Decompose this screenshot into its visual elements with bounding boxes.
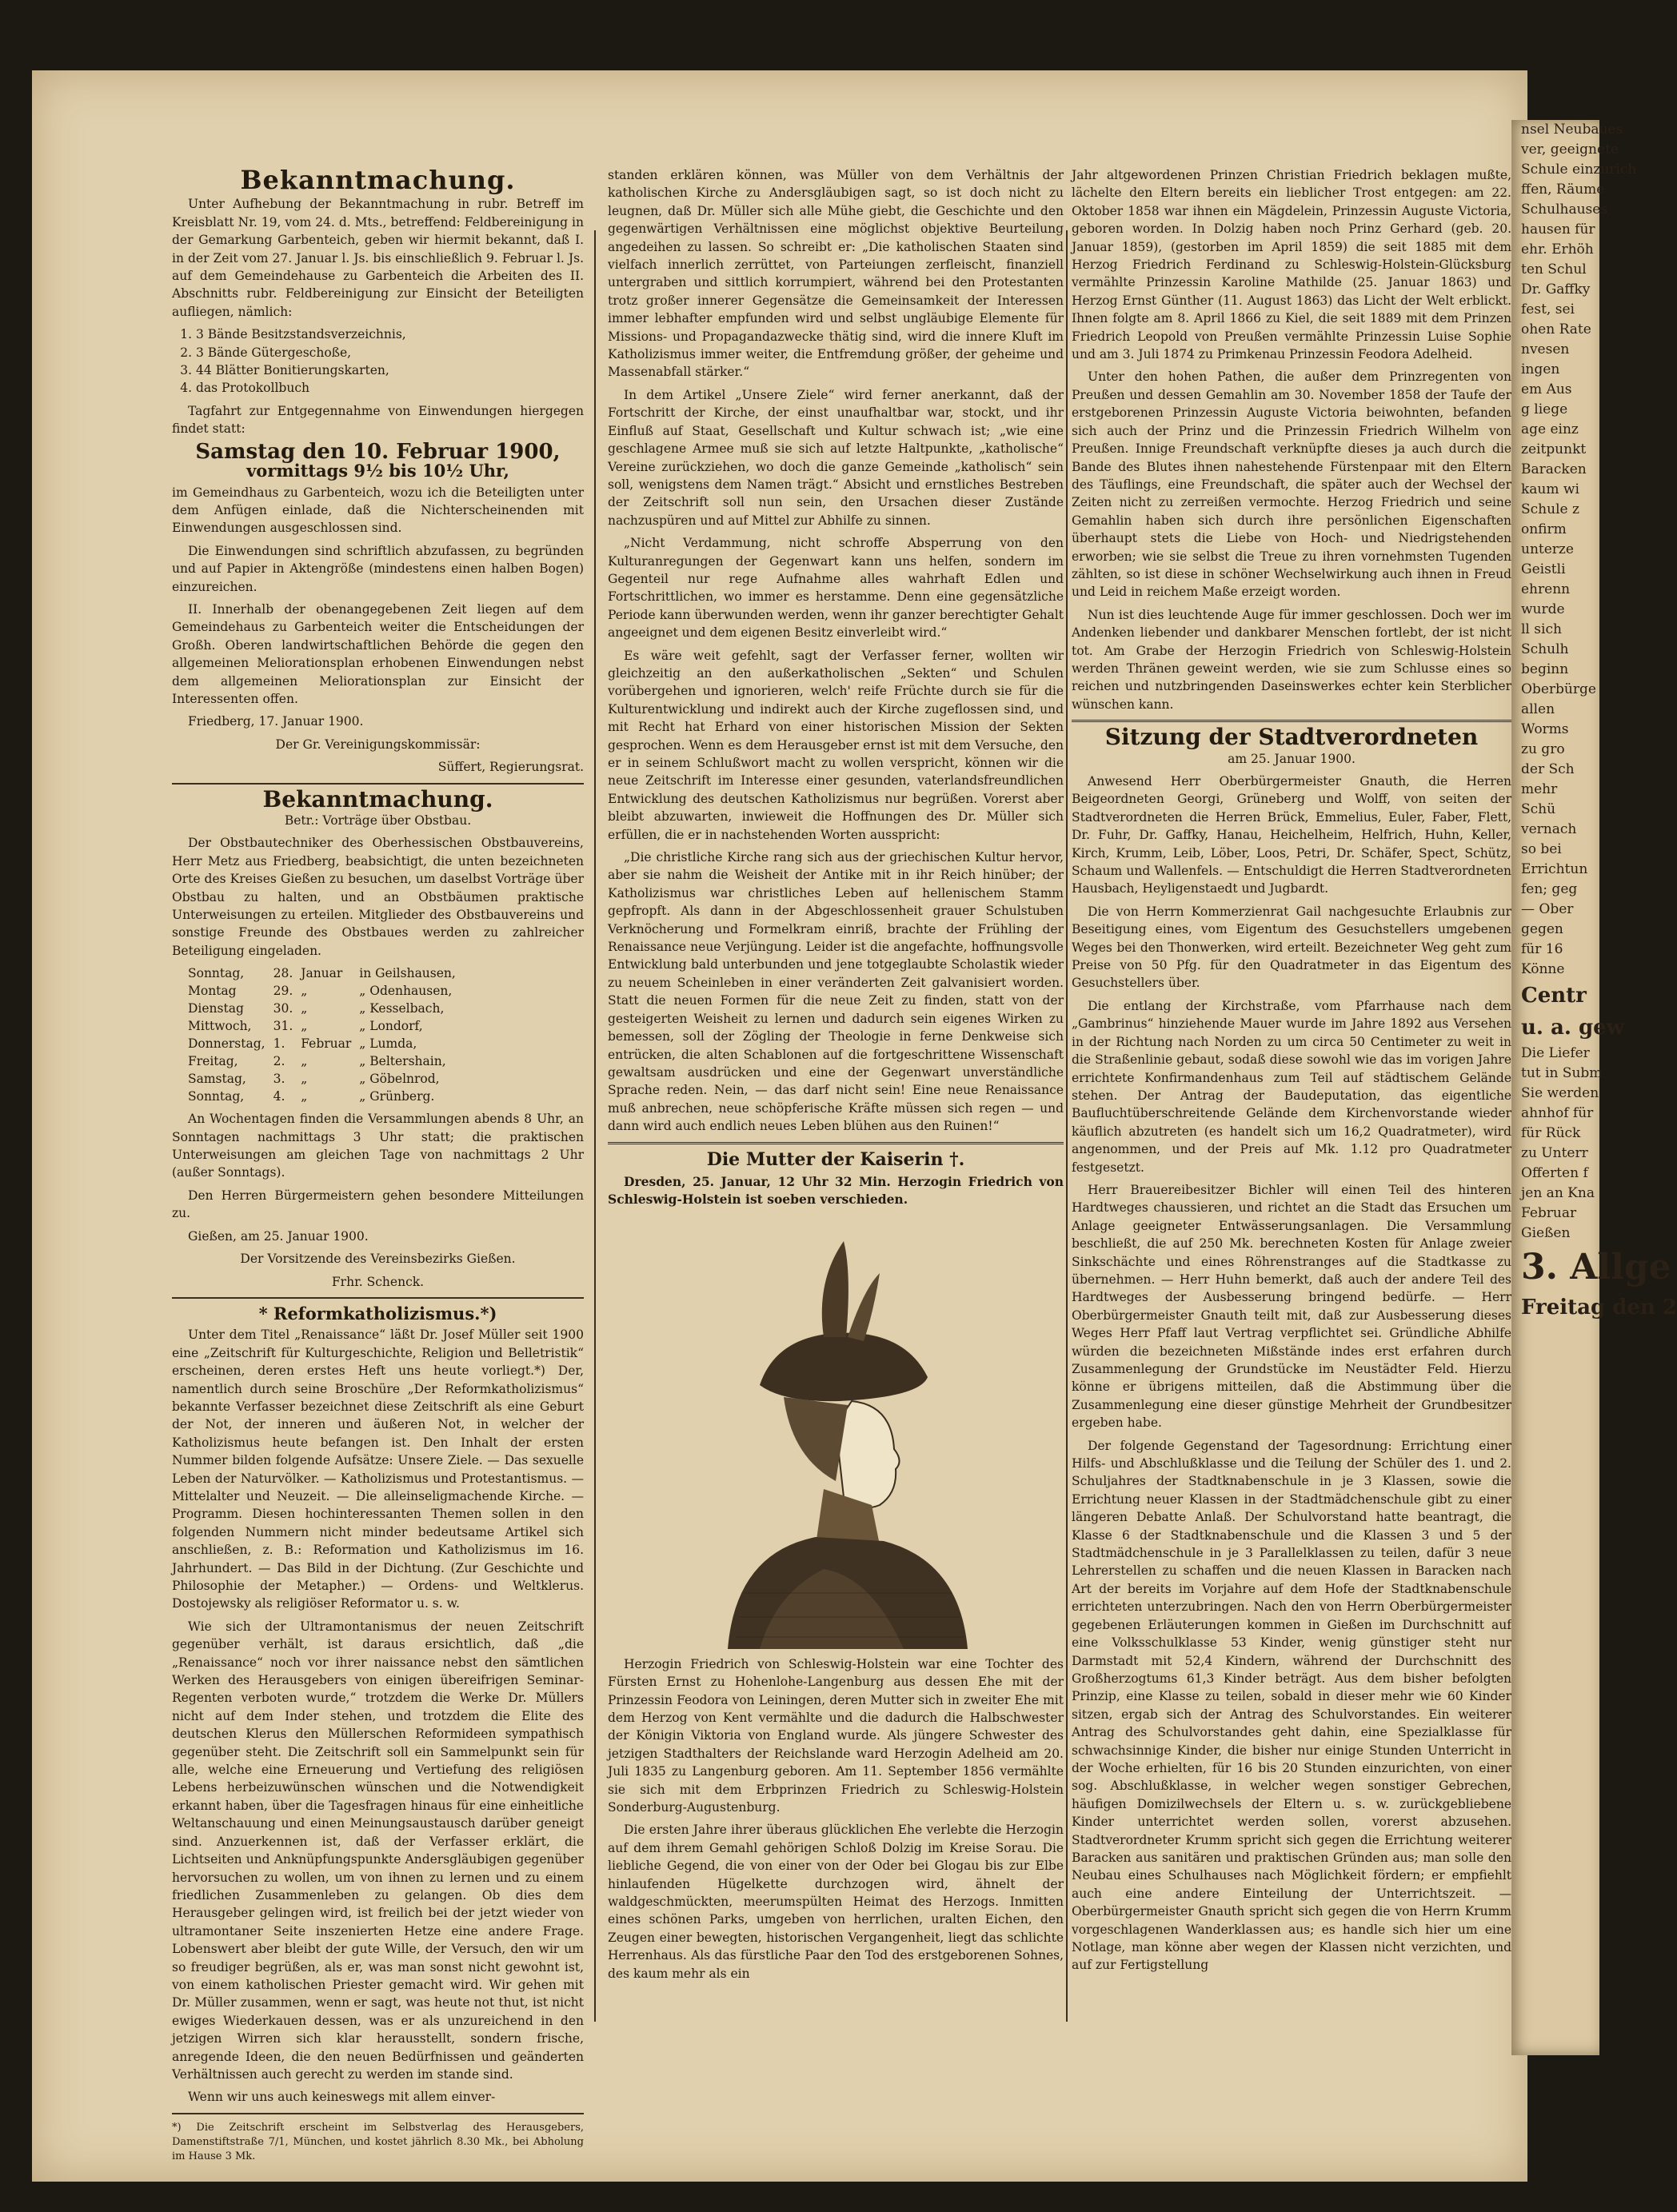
announcement-1-date: Samstag den 10. Februar 1900,	[195, 439, 561, 464]
newspaper-page	[32, 70, 1527, 2182]
adjacent-text-line: ehrenn	[1521, 581, 1571, 597]
column-3	[1072, 166, 1511, 2062]
footnote: *) Die Zeitschrift erscheint im Selbstverlag des Herausgebers, Damenstiftstraße 7/1, München, und kostet jährlich 8.30 Mk., bei Abholung im Hause 3 Mk.	[172, 2121, 584, 2162]
schedule-date: 3.	[273, 1072, 285, 1087]
schedule-place: „ Kesselbach,	[359, 1001, 445, 1016]
adjacent-text-line: nvesen	[1521, 341, 1570, 357]
article-paragraph: Der folgende Gegenstand der Tagesordnung: Errichtung einer Hilfs- und Abschlußklasse und die Teilung der Schüler des 1. und 2. Schuljahres der Stadtknabenschule in je 3 Klassen, sowie die Errichtung neuer Klassen in der Stadtmädchenschule gibt zu einer längeren Debatte Anlaß. Der Schulvorstand hatte beantragt, die Klasse 6 der Stadtknabenschule und die Klassen 3 und 5 der Stadtmädchenschule in je 3 Parallelklassen zu teilen, dafür 3 neue Lehrerstellen zu schaffen und die neuen Klassen in Baracken nach Art der bereits im Vorjahre auf dem Hofe der Stadtknabenschule errichteten unterzubringen. Nach den von Herrn Oberbürgermeister gegebenen Erläuterungen kommen in Gießen im Durchschnitt auf eine Volksschulklasse 53 Kinder, wenig günstiger steht nur Darmstadt mit 52,4 Kindern, während der Durchschnitt des Großherzogtums 61,3 Kinder beträgt. Aus dem bisher befolgten Prinzip, eine Klasse zu teilen, sobald in dieser mehr wie 60 Kinder sitzen, ergab sich der Antrag des Schulvorstandes. Ein weiterer Antrag des Schulvorstandes geht dahin, eine Spezialklasse für schwachsinnige Kinder, die bisher nur einige Stunden Unterricht in der Woche erhielten, für 16 bis 20 Stunden einzurichten, von einer sog. Abschlußklasse, in welcher wegen sonstiger Gebrechen, häufigen Domizilwechsels der Eltern u. s. w. zurückgebliebene Kinder unterrichtet werden sollen, vorerst abzusehen. Stadtverordneter Krumm spricht sich gegen die Errichtung weiterer Baracken aus sanitären und praktischen Gründen aus; man solle den Neubau eines Schulhauses nach Möglichkeit fördern; er empfiehlt auch eine andere Einteilung der Unterrichtszeit. — Oberbürgermeister Gnauth spricht sich gegen die von Herrn Krumm vorgeschlagenen Wanderklassen aus; es handle sich hier um eine Notlage, man könne aber wegen der Klassen nicht verzichten, und auf zur Fertigstellung	[1072, 1438, 1511, 1973]
announcement-2-p2: An Wochentagen finden die Versammlungen abends 8 Uhr, an Sonntagen nachmittags 3 Uhr statt; die praktischen Unterweisungen am gleichen Tage von nachmittags 2 Uhr (außer Sonntags).	[172, 1112, 584, 1180]
footnote-divider	[172, 2113, 584, 2114]
list-item: 2. 3 Bände Gütergeschoße,	[196, 344, 584, 361]
table-row	[188, 1000, 464, 1017]
adjacent-text-line: beginn	[1521, 661, 1569, 677]
article-paragraph: Die ersten Jahre ihrer überaus glücklichen Ehe verlebte die Herzogin auf dem ihrem Gemahl gehörigen Schloß Dolzig im Kreise Sorau. Die liebliche Gegend, die von einer von der Oder bei Glogau bis zur Elbe hinlaufenden Hügelkette durchzogen wird, ähnelt der waldgeschmückten, meerumspülten Heimat des Herzogs. Inmitten eines schönen Parks, umgeben von herrlichen, uralten Eichen, den Zeugen einer bewegten, historischen Vergangenheit, liegt das schlichte Herrenhaus. Als das fürstliche Paar den Tod des erstgeborenen Sohnes, des kaum mehr als ein	[608, 1823, 1064, 1981]
adjacent-text-line: — Ober	[1521, 901, 1574, 917]
divider	[172, 783, 584, 785]
article-paragraph: „Nicht Verdammung, nicht schroffe Absperrung von den Kulturanregungen der Gegenwart kann uns helfen, sondern im Gegenteil nur rege Aufnahme alles wahrhaft Edlen und Fortschrittlichen, wo immer es herstamme. Denn eine gegensätzliche Periode kann überwunden werden, wenn ihr ganzer berechtigter Gehalt angeeignet und dem eigenen Besitz einverleibt wird.“	[608, 536, 1064, 641]
adjacent-text-line: fen; geg	[1521, 881, 1578, 897]
article-paragraph: Wenn wir uns auch keineswegs mit allem einver-	[188, 2090, 496, 2105]
adjacent-text-line: Schulhauses	[1521, 202, 1608, 218]
adjacent-text-line: age einz	[1521, 421, 1579, 437]
schedule-month: „	[301, 1072, 308, 1087]
schedule-date: 30.	[273, 1001, 293, 1016]
announcement-2-signature: Frhr. Schenck.	[331, 1274, 425, 1289]
adjacent-text-line: ehr. Erhöh	[1521, 242, 1594, 258]
announcement-1-signature: Süffert, Regierungsrat.	[437, 760, 584, 775]
adjacent-page-strip	[1511, 120, 1677, 2055]
adjacent-text-line: fest, sei	[1521, 301, 1575, 317]
adjacent-text-line: so bei	[1521, 841, 1562, 857]
article-paragraph: Die von Herrn Kommerzienrat Gail nachgesuchte Erlaubnis zur Beseitigung eines, vom Eigentum des Gesuchstellers umgebenen Weges bei den Thonwerken, wird erteilt. Bezeichneter Weg geht zum Preise von 50 Pfg. für den Quadratmeter in das Eigentum des Gesuchstellers über.	[1072, 904, 1511, 991]
column-rule	[594, 230, 596, 2022]
schedule-day: Mittwoch,	[188, 1019, 252, 1034]
schedule-day: Donnerstag,	[188, 1036, 266, 1052]
schedule-date: 29.	[273, 984, 293, 999]
schedule-day: Samstag,	[188, 1072, 246, 1087]
adjacent-text-line: für 16	[1521, 941, 1563, 957]
announcement-1-time: vormittags 9½ bis 10½ Uhr,	[246, 461, 509, 481]
schedule-month: „	[301, 1001, 308, 1016]
adjacent-text-line: Errichtun	[1521, 861, 1588, 877]
announcement-1-p4: II. Innerhalb der obenangegebenen Zeit liegen auf dem Gemeindehaus zu Garbenteich weiter die Entscheidungen der Großh. Oberen landwirtschaftlichen Behörde die gegen den allgemeinen Meliorationsplan erhobenen Einwendungen nebst dem allgemeinen Meliorationsplan zur Einsicht der Interessenten offen.	[172, 601, 584, 706]
schedule-month: „	[301, 1019, 308, 1034]
adjacent-text-line: kaum wi	[1521, 481, 1579, 497]
adjacent-text-line: nsel Neubaues	[1521, 122, 1623, 138]
schedule-place: „ Beltershain,	[359, 1054, 446, 1069]
schedule-day: Freitag,	[188, 1054, 238, 1069]
adjacent-text-line: für Rück	[1521, 1125, 1581, 1141]
column-rule	[1066, 230, 1068, 2022]
adjacent-text-line: zu gro	[1521, 741, 1565, 757]
schedule-date: 4.	[273, 1089, 285, 1104]
article-paragraph: Herr Brauereibesitzer Bichler will einen Teil des hinteren Hardtweges chaussieren, und richtet an die Stadt das Ersuchen um Anlage geeigneter Entwässerungsanlagen. Die Versammlung beschließt, die auf 250 Mk. berechneten Kosten für Anlage zweier Sinkschächte und eines Röhrenstranges auf die Stadtkasse zu übernehmen. — Herr Huhn bemerkt, daß auch der andere Teil des Hardtweges der Ausbesserung bringend bedürfe. — Herr Oberbürgermeister Gnauth teilt mit, daß zur Ausbesserung dieses Weges Herr Pfaff laut Vertrag verpflichtet sei. Gründliche Abhilfe würden die bezeichneten Mißstände indes erst erfahren durch Zusammenlegung der Grundstücke im Neustädter Feld. Hierzu könne er übrigens mitteilen, daß die Abstimmung über die Zusammenlegung eine dieser günstige Mehrheit der Grundbesitzer ergeben habe.	[1072, 1182, 1511, 1431]
announcement-1-place: Friedberg, 17. Januar 1900.	[188, 714, 364, 729]
table-row	[188, 1052, 464, 1070]
schedule-month: „	[301, 984, 308, 999]
announcement-1-signature-title: Der Gr. Vereinigungskommissär:	[275, 737, 481, 752]
schedule-day: Sonntag,	[188, 1089, 245, 1104]
adjacent-text-line: Februar	[1521, 1205, 1577, 1221]
article-title-sitzung: Sitzung der Stadtverordneten	[1104, 724, 1479, 751]
adjacent-text-line: Schü	[1521, 801, 1556, 817]
adjacent-text-line: ll sich	[1521, 621, 1562, 637]
article-paragraph: Die entlang der Kirchstraße, vom Pfarrhause nach dem „Gambrinus“ hinziehende Mauer wurde im Jahre 1892 aus Versehen in der Richtung nach Norden zu um circa 50 Centimeter zu weit in die Straßenlinie gebaut, sodaß diese sowohl wie das im vorigen Jahre errichtete Konfirmandenhaus zum Teil auf städtischem Gelände stehen. Der Antrag der Baudeputation, das eigentliche Baufluchtüberschreitende Gelände dem Kirchenvorstande wieder käuflich abzutreten (es handelt sich um 16,2 Quadratmeter), wird angenommen, und der Preis auf Mk. 1.12 pro Quadratmeter festgesetzt.	[1072, 998, 1511, 1175]
divider	[1072, 720, 1511, 722]
article-paragraph: Nun ist dies leuchtende Auge für immer geschlossen. Doch wer im Andenken liebender und dankbarer Menschen fortlebt, der ist nicht tot. Am Grabe der Herzogin Friedrich von Schleswig-Holstein werden Thränen geweint werden, wie sie zum Schlusse eines so reichen und nutzbringenden Daseinswerkes echter kein Sterblicher wünschen kann.	[1072, 607, 1511, 712]
adjacent-text-line: Schule einzurich	[1521, 162, 1637, 178]
adjacent-text-line: ingen	[1521, 361, 1560, 377]
announcement-1-intro: Unter Aufhebung der Bekanntmachung in rubr. Betreff im Kreisblatt Nr. 19, vom 24. d. Mts., betreffend: Feldbereinigung in der Gemarkung Garbenteich, geben wir hiermit bekannt, daß I. in der Zeit vom 27. Januar l. Js. bis einschließlich 9. Februar l. Js. auf dem Gemeindehause zu Garbenteich die Arbeiten des II. Abschnitts rubr. Feldbereinigung zur Einsicht der Beteiligten aufliegen, nämlich:	[172, 197, 584, 319]
adjacent-text-line: unterze	[1521, 541, 1574, 557]
adjacent-text-line: ahnhof für	[1521, 1105, 1594, 1121]
article-paragraph: Wie sich der Ultramontanismus der neuen Zeitschrift gegenüber verhält, ist daraus ersichtlich, daß „die „Renaissance“ noch vor ihrer naissance nebst den sämtlichen Werken des Herausgebers von einigen übereifrigen Seminar-Regenten verboten wurde,“ trotzdem die Werke Dr. Müllers nicht auf dem Inder stehen, und trotzdem die Elite des deutschen Klerus den Müllerschen Reformideen sympathisch gegenüber steht. Die Zeitschrift soll ein Sammelpunkt sein für alle, welche eine Erneuerung und Vertiefung des religiösen Lebens herbeizuwünschen wünschen und die Notwendigkeit erkannt haben, über die Tagesfragen hinaus für eine einheitliche Weltanschauung und einen Meinungsaustausch darüber geneigt sind. Anzuerkennen ist, daß der Verfasser erklärt, die Lichtseiten und Anknüpfungspunkte Andersgläubigen gegenüber hervorsuchen zu wollen, um von ihnen zu lernen und zu einem friedlichen Zusammenleben zu gelangen. Ob dies dem Herausgeber gelingen wird, ist freilich bei der jetzt wieder von ultramontaner Seite inszenierten Hetze eine andere Frage. Lobenswert aber bleibt der gute Wille, der Versuch, den wir um so freudiger begrüßen, als er, was man sonst nicht gewohnt ist, von einem katholischen Priester gemacht wird. Wir gehen mit Dr. Müller zusammen, wenn er sagt, was heute not thut, ist nicht ewiges Wiederkauen dessen, was er als unzureichend in den jetzigen Wirren sich klar herausstellt, sondern frische, anregende Ideen, die den neuen Bedürfnissen und geänderten Verhältnissen auch gerecht zu werden im stande sind.	[172, 1619, 584, 2082]
schedule-month: „	[301, 1054, 308, 1069]
table-row	[188, 964, 464, 982]
article-paragraph: standen erklären können, was Müller von dem Verhältnis der katholischen Kirche zu Andersgläubigen sagt, so ist doch nicht zu leugnen, daß Dr. Müller sich alle Mühe giebt, die Geschichte und den gegenwärtigen Verhältnissen eine möglichst objektive Beurteilung angedeihen zu lassen. So schreibt er: „Die katholischen Staaten sind vielfach innerlich zerrüttet, von Parteiungen zerfleischt, finanziell untergraben und sittlich korrumpiert, während bei den Protestanten trotz großer innerer Gegensätze die Gemeinsamkeit der Interessen immer lebhafter empfunden wird und selbst ungläubige Elemente für Missions- und Propagandazwecke thätig sind, wird die innere Kluft im Katholizismus immer weiter, die Entfremdung größer, der geheime und Massenabfall stärker.“	[608, 168, 1064, 380]
schedule-place: „ Londorf,	[359, 1019, 423, 1034]
schedule-month: Januar	[301, 966, 343, 981]
adjacent-text-line: onfirm	[1521, 521, 1567, 537]
article-lead: Dresden, 25. Januar, 12 Uhr 32 Min. Herzogin Friedrich von Schleswig-Holstein ist soeben verschieden.	[608, 1173, 1064, 1208]
article-paragraph: Jahr altgewordenen Prinzen Christian Friedrich beklagen mußte, lächelte den Eltern bereits ein lieblicher Trost entgegen: am 22. Oktober 1858 war ihnen ein Mägdelein, Prinzessin Auguste Victoria, geboren worden. In Dolzig haben noch Prinz Gerhard (geb. 20. Januar 1859), (gestorben im April 1859) die seit 1885 mit dem Herzog Friedrich Ferdinand zu Schleswig-Holstein-Glücksburg vermählte Prinzessin Karoline Mathilde (25. Januar 1863) und Herzog Ernst Günther (11. August 1863) das Licht der Welt erblickt. Ihnen folgte am 8. April 1866 zu Kiel, die seit 1889 mit dem Prinzen Friedrich Leopold von Preußen vermählte Prinzessin Luise Sophie und am 3. Juli 1874 zu Primkenau Prinzessin Feodora Adelheid.	[1072, 168, 1511, 362]
schedule-month: „	[301, 1089, 308, 1104]
schedule-place: „ Lumda,	[359, 1036, 417, 1052]
table-row	[188, 982, 464, 1000]
adjacent-text-line: gegen	[1521, 921, 1563, 937]
announcement-2-p3: Den Herren Bürgermeistern gehen besondere Mitteilungen zu.	[172, 1188, 584, 1221]
column-1	[172, 165, 584, 2162]
article-date: am 25. Januar 1900.	[1228, 751, 1356, 766]
adjacent-text-line: Gießen	[1521, 1225, 1571, 1241]
adjacent-heading: 3. Allge	[1521, 1247, 1671, 1288]
schedule-day: Sonntag,	[188, 966, 245, 981]
adjacent-text-line: tut in Subm	[1521, 1065, 1603, 1081]
column-2	[608, 166, 1064, 2062]
schedule-place: „ Grünberg.	[359, 1089, 435, 1104]
portrait-illustration	[664, 1217, 1008, 1649]
article-paragraph: Anwesend Herr Oberbürgermeister Gnauth, die Herren Beigeordneten Georgi, Grüneberg und Wolff, von seiten der Stadtverordneten die Herren Brück, Emmelius, Euler, Faber, Flett, Dr. Fuhr, Dr. Gaffky, Hanau, Heichelheim, Helfrich, Huhn, Keller, Kirch, Krumm, Leib, Löber, Loos, Petri, Dr. Schäfer, Spect, Schütz, Schaum und Wallenfels. — Entschuldigt die Herren Stadtverordneten Hausbach, Heyligenstaedt und Jugbardt.	[1072, 774, 1511, 896]
announcement-2-subject: Betr.: Vorträge über Obstbau.	[284, 813, 472, 828]
announcement-1-list	[196, 325, 584, 397]
adjacent-text-line: Schule z	[1521, 501, 1579, 517]
adjacent-text-line: wurde	[1521, 601, 1565, 617]
adjacent-text-line: ten Schul	[1521, 262, 1587, 277]
adjacent-text-line: Offerten f	[1521, 1165, 1588, 1181]
adjacent-text-line: Schulh	[1521, 641, 1569, 657]
adjacent-text-line: zeitpunkt	[1521, 441, 1587, 457]
schedule-month: Februar	[301, 1036, 352, 1052]
list-item: 3. 44 Blätter Bonitierungskarten,	[196, 361, 584, 379]
adjacent-text-line: jen an Kna	[1521, 1185, 1595, 1201]
schedule-day: Montag	[188, 984, 237, 999]
adjacent-text-line: ohen Rate	[1521, 321, 1591, 337]
divider	[172, 1297, 584, 1299]
adjacent-text-line: mehr	[1521, 781, 1558, 797]
table-row	[188, 1035, 464, 1052]
adjacent-text-line: g liege	[1521, 401, 1568, 417]
adjacent-text-line: Geistli	[1521, 561, 1566, 577]
table-row	[188, 1088, 464, 1105]
announcement-2-signature-title: Der Vorsitzende des Vereinsbezirks Gießen.	[240, 1252, 516, 1267]
schedule-date: 28.	[273, 966, 293, 981]
schedule-date: 31.	[273, 1019, 293, 1034]
schedule-day: Dienstag	[188, 1001, 244, 1016]
announcement-title-1: Bekanntmachung.	[240, 165, 516, 195]
adjacent-heading: Freitag den 2	[1521, 1296, 1677, 1320]
table-row	[188, 1070, 464, 1088]
announcement-1-p2: im Gemeindhaus zu Garbenteich, wozu ich die Beteiligten unter dem Anfügen einlade, daß die Nichterscheinenden mit Einwendungen ausgeschlossen sind.	[172, 485, 584, 536]
adjacent-text-line: der Sch	[1521, 761, 1575, 777]
article-paragraph: Herzogin Friedrich von Schleswig-Holstein war eine Tochter des Fürsten Ernst zu Hohenlohe-Langenburg aus dessen Ehe mit der Prinzessin Feodora von Leiningen, deren Mutter sich in zweiter Ehe mit dem Herzog von Kent vermählte und die dadurch die Halbschwester der Königin Viktoria von England wurde. Als jüngere Schwester des jetzigen Stadthalters der Reichslande ward Herzogin Adelheid am 20. Juli 1835 zu Langenburg geboren. Am 11. September 1856 vermählte sie sich mit dem Erbprinzen Friedrich zu Schleswig-Holstein Sonderburg-Augustenburg.	[608, 1656, 1064, 1815]
adjacent-text-line: hausen für	[1521, 222, 1595, 238]
announcement-2-place: Gießen, am 25. Januar 1900.	[188, 1228, 369, 1244]
adjacent-text-line: Oberbürge	[1521, 681, 1596, 697]
schedule-date: 1.	[273, 1036, 285, 1052]
article-paragraph: Unter den hohen Pathen, die außer dem Prinzregenten von Preußen und dessen Gemahlin am 30. November 1858 der Taufe der erstgeborenen Prinzessin Auguste Victoria beiwohnten, befanden sich auch der Prinz und die Prinzessin Friedrich Wilhelm von Preußen. Innige Freundschaft verknüpfte dieses ja auch durch die Bande des Blutes ihnen nahestehende Fürstenpaar mit den Eltern des Täuflings, eine Freundschaft, die später auch der Wechsel der Zeiten nicht zu zerreißen vermochte. Herzog Friedrich und seine Gemahlin haben sich durch ihre persönlichen Eigenschaften überhaupt stets die Liebe von Hoch- und Niedrigstehenden erworben; wie sie selbst die Treue zu ihren vornehmsten Tugenden zählten, so ist diese in schöner Wechselwirkung auch ihnen in Freud und Leid in reichem Maße erzeigt worden.	[1072, 369, 1511, 600]
adjacent-text-line: allen	[1521, 701, 1555, 717]
article-paragraph: Es wäre weit gefehlt, sagt der Verfasser ferner, wollten wir gleichzeitig an den außerkatholischen „Sekten“ und Schulen vorübergehen und ignorieren, welch' reife Früchte durch sie für die Kulturentwicklung und indirekt auch der Kirche zugeflossen sind, und mit Recht hat Erhard von einer historischen Mission der Sekten gesprochen. Wenn es dem Herausgeber ernst ist mit dem Versuche, den er in seinem Schlußwort macht zu wollen verspricht, können wir die neue Zeitschrift im Interesse einer gesunden, vaterlandsfreundlichen Entwicklung des deutschen Katholizismus nur begrüßen. Vorerst aber bleibt abzuwarten, inwieweit die Hoffnungen des Dr. Müller sich erfüllen, die er in nachstehenden Worten ausspricht:	[608, 648, 1064, 842]
schedule-date: 2.	[273, 1054, 285, 1069]
adjacent-text-line: ver, geeignete	[1521, 142, 1619, 158]
adjacent-text-line: Worms	[1521, 721, 1569, 737]
table-row	[188, 1017, 464, 1035]
adjacent-heading: Centr	[1521, 984, 1587, 1008]
adjacent-text-line: Baracken	[1521, 461, 1587, 477]
article-title-mutter-der-kaiserin: Die Mutter der Kaiserin †.	[706, 1148, 965, 1170]
adjacent-text-line: zu Unterr	[1521, 1145, 1588, 1161]
adjacent-text-line: Die Liefer	[1521, 1045, 1590, 1061]
adjacent-text-line: Dr. Gaffky	[1521, 281, 1591, 297]
adjacent-text-line: em Aus	[1521, 381, 1572, 397]
schedule-place: „ Göbelnrod,	[359, 1072, 440, 1087]
adjacent-text-line: Sie werden	[1521, 1085, 1599, 1101]
article-paragraph: Unter dem Titel „Renaissance“ läßt Dr. Josef Müller seit 1900 eine „Zeitschrift für Kulturgeschichte, Religion und Belletristik“ erscheinen, deren erstes Heft uns heute vorliegt.*) Der, namentlich durch seine Broschüre „Der Reformkatholizismus“ bekannte Verfasser bezeichnet diese Zeitschrift als eine Geburt der Not, der inneren und äußeren Not, in welcher der Katholizismus heute befangen ist. Den Inhalt der ersten Nummer bilden folgende Aufsätze: Unsere Ziele. — Das sexuelle Leben der Naturvölker. — Katholizismus und Protestantismus. — Mittelalter und Neuzeit. — Die alleinseligmachende Kirche. — Programm. Diesen hochinteressanten Themen sollen in den folgenden Nummern nicht minder bedeutsame Artikel sich anschließen, z. B.: Reformation und Katholizismus im 16. Jahrhundert. — Das Bild in der Dichtung. (Zur Geschichte und Philosophie der Metapher.) — Ordens- und Weltklerus. Dostojewsky als religiöser Reformator u. s. w.	[172, 1328, 584, 1611]
announcement-title-2: Bekanntmachung.	[262, 785, 493, 813]
schedule-place: „ Odenhausen,	[359, 984, 453, 999]
divider	[608, 1142, 1064, 1144]
announcement-1-tagfahrt: Tagfahrt zur Entgegennahme von Einwendungen hiergegen findet statt:	[172, 403, 584, 437]
schedule-place: in Geilshausen,	[359, 966, 456, 981]
adjacent-text-line: Könne	[1521, 961, 1565, 977]
adjacent-text-line: vernach	[1521, 821, 1577, 837]
lecture-schedule	[188, 964, 464, 1105]
announcement-1-p3: Die Einwendungen sind schriftlich abzufassen, zu begründen und auf Papier in Aktengröße (mindestens einen halben Bogen) einzureichen.	[172, 543, 584, 594]
article-paragraph: In dem Artikel „Unsere Ziele“ wird ferner anerkannt, daß der Fortschritt der Kirche, der einst unaufhaltbar war, stockt, und ihr Einfluß auf Staat, Gesellschaft und Kultur schwach ist; „wie eine geschlagene Armee muß sie sich auf letzte Haltpunkte, „katholische“ Vereine zurückziehen, wo doch die ganze Gemeinde „katholisch“ sein soll, wenigstens dem Namen trägt.“ Absicht und ernstliches Bestreben der Zeitschrift soll nun sein, den Ursachen dieser Zustände nachzuspüren und auf Mittel zur Abhilfe zu sinnen.	[608, 387, 1064, 528]
adjacent-text-fragments	[1511, 120, 1637, 980]
list-item: 4. das Protokollbuch	[196, 379, 584, 397]
article-title-reformkatholizismus: * Reformkatholizismus.*)	[258, 1303, 497, 1324]
adjacent-text-line: ffen, Räume	[1521, 182, 1605, 198]
list-item: 1. 3 Bände Besitzstandsverzeichnis,	[196, 325, 584, 343]
article-paragraph: „Die christliche Kirche rang sich aus der griechischen Kultur hervor, aber sie nahm die Weisheit der Antike mit in ihr Reich hinüber; der Katholizismus war christliches Leben auf hellenischem Stamm gepfropft. Als dann in der Abgeschlossenheit grauer Schulstuben Verknöcherung und Formelkram einriß, brachte der Frühling der Renaissance neue Verjüngung. Leider ist die angefachte, hoffnungsvolle Entwicklung bald unterbunden und jene totgeglaubte Scholastik wieder zu neuem Scheinleben in einer veränderten Zeit galvanisiert worden. Statt die neuen Formen für die neue Zeit zu finden, statt von der gesteigerten Weisheit zu lernen und dadurch sein eigenes Wirken zu bemessen, soll der Zögling der Theologie in ferne Denkweise sich entrücken, die alten Schablonen auf die fortgeschrittene Wissenschaft gewaltsam ausdrücken und eine der Gegenwart unverständliche Sprache reden. Nein, — das darf nicht sein! Eine neue Renaissance muß anbrechen, neue schöpferische Kräfte müssen sich regen — und dann wird auch endlich neues Leben blühen aus den Ruinen!“	[608, 850, 1064, 1134]
adjacent-text-fragments	[1511, 1044, 1603, 1244]
adjacent-heading: u. a. gew	[1521, 1016, 1625, 1040]
announcement-2-p1: Der Obstbautechniker des Oberhessischen Obstbauvereins, Herr Metz aus Friedberg, beabsichtigt, die unten bezeichneten Orte des Kreises Gießen zu besuchen, um daselbst Vorträge über Obstbau zu halten, und an Obstbäumen praktische Unterweisungen zu erteilen. Mitglieder des Obstbauvereins und sonstige Freunde des Obstbaues werden zu zahlreicher Beteiligung eingeladen.	[172, 836, 584, 958]
